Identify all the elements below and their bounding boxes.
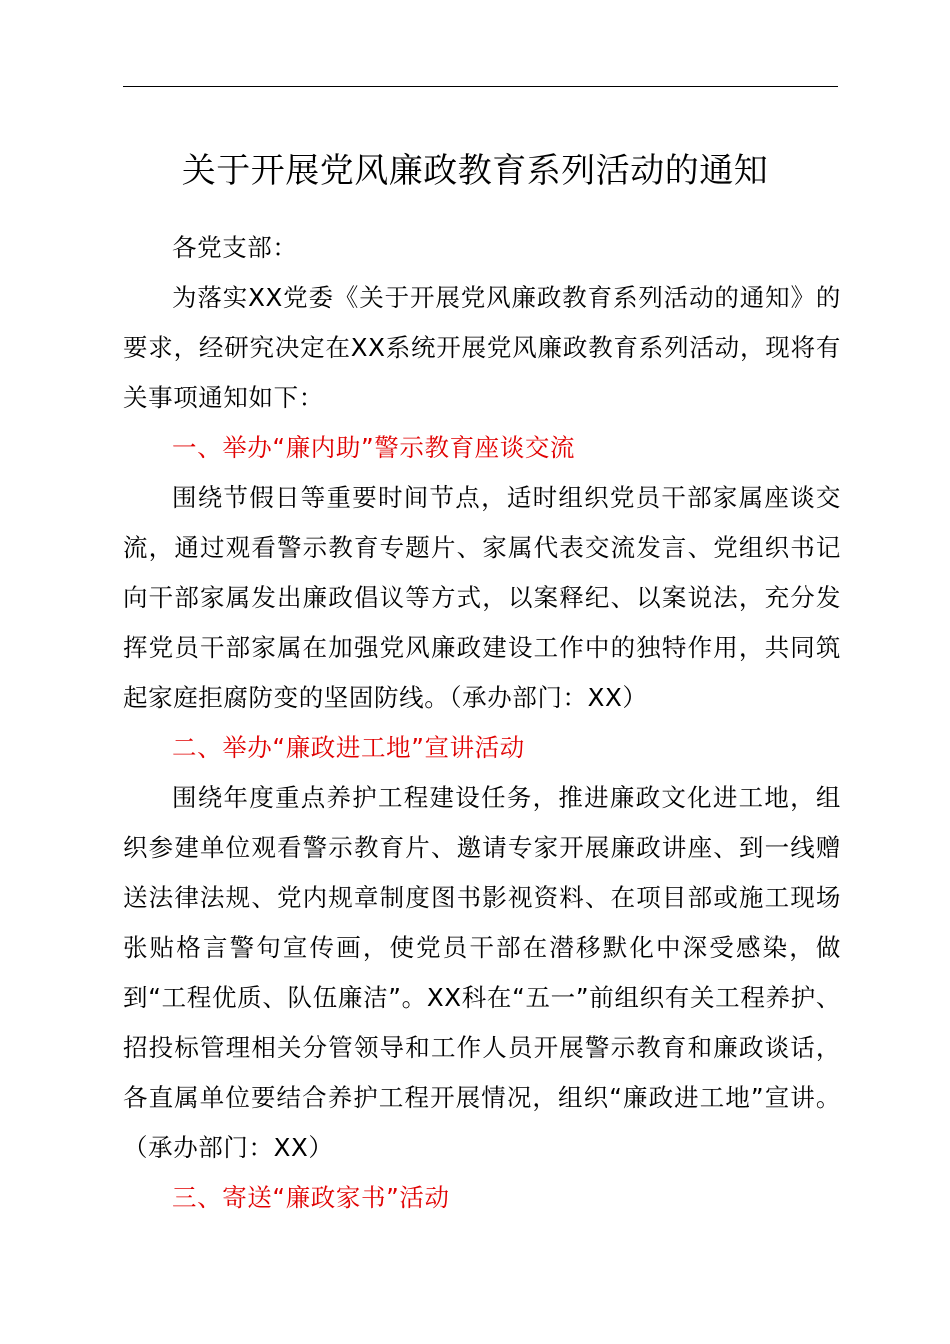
section-body-1: 围绕节假日等重要时间节点，适时组织党员干部家属座谈交流，通过观看警示教育专题片、家属代表交流发言、党组织书记向干部家属发出廉政倡议等方式，以案释纪、以案说法，充分发挥党员干部家属在加强党风廉政建设工作中的独特作用，共同筑起家庭拒腐防变的坚固防线。（承办部门：XX） [123, 483, 841, 712]
header-rule [123, 86, 838, 87]
document-body [123, 223, 841, 1223]
section-body-2: 围绕年度重点养护工程建设任务，推进廉政文化进工地，组织参建单位观看警示教育片、邀请专家开展廉政讲座、到一线赠送法律法规、党内规章制度图书影视资料、在项目部或施工现场张贴格言警句宣传画，使党员干部在潜移默化中深受感染，做到“工程优质、队伍廉洁”。XX科在“五一”前组织有关工程养护、招投标管理相关分管领导和工作人员开展警示教育和廉政谈话，各直属单位要结合养护工程开展情况，组织“廉政进工地”宣讲。（承办部门：XX） [123, 783, 841, 1162]
section-heading-3: 三、寄送“廉政家书”活动 [172, 1183, 450, 1212]
greeting: 各党支部： [172, 233, 298, 262]
document-title: 关于开展党风廉政教育系列活动的通知 [181, 151, 769, 191]
intro-paragraph: 为落实XX党委《关于开展党风廉政教育系列活动的通知》的要求，经研究决定在XX系统开展党风廉政教育系列活动，现将有关事项通知如下： [123, 283, 841, 412]
section-heading-2: 二、举办“廉政进工地”宣讲活动 [172, 733, 525, 762]
section-heading-1: 一、举办“廉内助”警示教育座谈交流 [172, 433, 576, 462]
